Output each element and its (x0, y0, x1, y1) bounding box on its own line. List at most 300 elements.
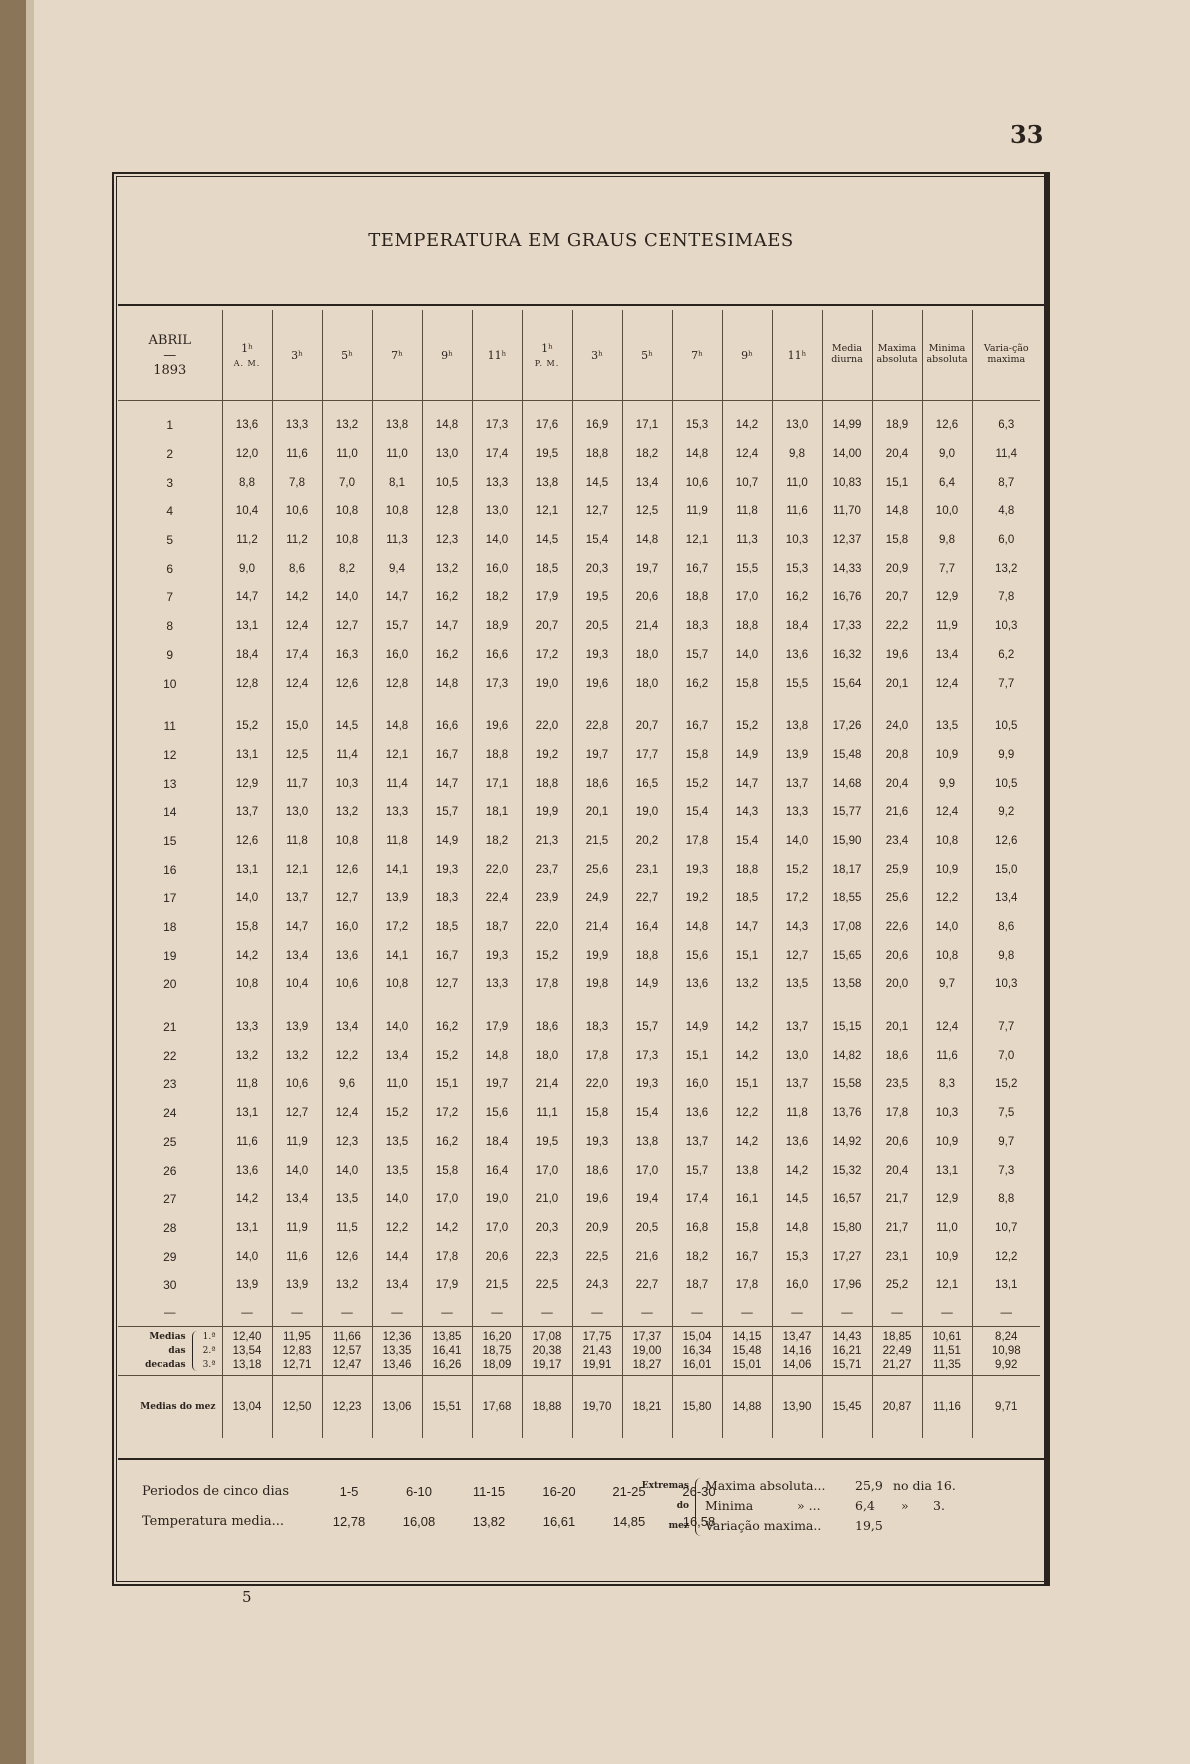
value-cell: 17,4 (672, 1185, 722, 1214)
value-cell: 17,8 (672, 827, 722, 856)
period-range: 26-30 (682, 1483, 716, 1499)
value-cell: 12,7 (422, 970, 472, 999)
value-cell: 10,8 (372, 497, 422, 526)
value-cell: 22,7 (622, 884, 672, 913)
value-cell: 19,7 (622, 554, 672, 583)
period-mean: 13,82 (472, 1513, 506, 1529)
table-row (118, 497, 1040, 526)
value-cell: 8,1 (372, 468, 422, 497)
value-cell: 11,4 (372, 769, 422, 798)
value-cell: 10,9 (922, 1242, 972, 1271)
period-mean: 16,08 (402, 1513, 436, 1529)
value-cell: 15,7 (422, 798, 472, 827)
value-cell: 8,2 (322, 554, 372, 583)
value-cell: 19,6 (572, 1185, 622, 1214)
day-cell: 7 (166, 590, 174, 605)
value-cell: 7,8 (972, 583, 1040, 612)
day-cell: 18 (163, 920, 177, 935)
dash-cell: — (572, 1300, 622, 1327)
value-cell: 12,7 (772, 941, 822, 970)
value-cell: 12,37 (822, 526, 872, 555)
value-cell: 14,0 (372, 1013, 422, 1042)
table-row (118, 769, 1040, 798)
decade-mean-cell: 18,85 22,49 21,27 (872, 1326, 922, 1375)
value-cell: 12,8 (372, 669, 422, 698)
value-cell: 19,0 (622, 798, 672, 827)
value-cell: 17,2 (422, 1099, 472, 1128)
value-cell: 13,1 (222, 855, 272, 884)
value-cell: 16,0 (772, 1271, 822, 1300)
value-cell: 10,5 (972, 712, 1040, 741)
value-cell: 18,6 (872, 1041, 922, 1070)
value-cell: 15,1 (722, 1070, 772, 1099)
value-cell: 14,00 (822, 440, 872, 469)
value-cell: 12,6 (922, 411, 972, 440)
value-cell: 10,8 (372, 970, 422, 999)
dash-cell: — (422, 1300, 472, 1327)
value-cell: 12,7 (272, 1099, 322, 1128)
value-cell: 13,2 (972, 554, 1040, 583)
value-cell: 11,9 (922, 612, 972, 641)
value-cell: 13,6 (222, 1156, 272, 1185)
value-cell: 15,2 (372, 1099, 422, 1128)
value-cell: 13,8 (622, 1128, 672, 1157)
value-cell: 20,7 (522, 612, 572, 641)
value-cell: 17,0 (722, 583, 772, 612)
value-cell: 22,7 (622, 1271, 672, 1300)
value-cell: 20,4 (872, 1156, 922, 1185)
value-cell: 13,9 (222, 1271, 272, 1300)
value-cell: 13,2 (272, 1041, 322, 1070)
value-cell: 15,3 (772, 1242, 822, 1271)
value-cell: 15,6 (472, 1099, 522, 1128)
value-cell: 14,0 (722, 641, 772, 670)
value-cell: 13,8 (372, 411, 422, 440)
value-cell: 12,4 (922, 1013, 972, 1042)
value-cell: 13,5 (772, 970, 822, 999)
value-cell: 19,0 (472, 1185, 522, 1214)
value-cell: 13,5 (372, 1128, 422, 1157)
value-cell: 22,0 (522, 913, 572, 942)
value-cell: 15,7 (672, 641, 722, 670)
table-row (118, 1271, 1040, 1300)
period-mean: 16,61 (542, 1513, 576, 1529)
period-range: 11-15 (472, 1483, 506, 1499)
value-cell: 15,5 (772, 669, 822, 698)
value-cell: 8,3 (922, 1070, 972, 1099)
day-cell: 12 (163, 747, 177, 762)
day-cell: 9 (166, 647, 174, 662)
value-cell: 20,9 (572, 1214, 622, 1243)
value-cell: 17,8 (872, 1099, 922, 1128)
table-row (118, 641, 1040, 670)
value-cell: 13,8 (722, 1156, 772, 1185)
value-cell: 19,5 (522, 440, 572, 469)
value-cell: 4,8 (972, 497, 1040, 526)
value-cell: 13,1 (222, 741, 272, 770)
value-cell: 22,8 (572, 712, 622, 741)
month-means-label: Medias do mez (118, 1375, 222, 1438)
value-cell: 21,5 (572, 827, 622, 856)
value-cell: 11,7 (272, 769, 322, 798)
value-cell: 12,9 (222, 769, 272, 798)
value-cell: 18,6 (572, 1156, 622, 1185)
value-cell: 14,2 (222, 1185, 272, 1214)
value-cell: 13,2 (222, 1041, 272, 1070)
value-cell: 14,8 (622, 526, 672, 555)
day-cell: 17 (163, 891, 177, 906)
value-cell: 15,2 (772, 855, 822, 884)
value-cell: 20,5 (572, 612, 622, 641)
value-cell: 14,8 (472, 1041, 522, 1070)
day-cell: 26 (163, 1163, 177, 1178)
dash-cell: — (922, 1300, 972, 1327)
value-cell: 25,9 (872, 855, 922, 884)
value-cell: 13,0 (772, 411, 822, 440)
value-cell: 6,2 (972, 641, 1040, 670)
value-cell: 25,2 (872, 1271, 922, 1300)
value-cell: 13,6 (672, 1099, 722, 1128)
value-cell: 16,5 (622, 769, 672, 798)
value-cell: 12,7 (322, 612, 372, 641)
header-gap (118, 401, 1040, 412)
value-cell: 17,96 (822, 1271, 872, 1300)
value-cell: 16,1 (722, 1185, 772, 1214)
value-cell: 23,1 (622, 855, 672, 884)
value-cell: 13,0 (422, 440, 472, 469)
value-cell: 19,3 (572, 1128, 622, 1157)
month-year-header (118, 310, 222, 401)
value-cell: 13,5 (322, 1185, 372, 1214)
table-row (118, 1070, 1040, 1099)
value-cell: 16,2 (422, 1013, 472, 1042)
value-cell: 12,5 (622, 497, 672, 526)
value-cell: 12,6 (972, 827, 1040, 856)
value-cell: 19,3 (572, 641, 622, 670)
value-cell: 17,2 (772, 884, 822, 913)
value-cell: 18,3 (672, 612, 722, 641)
value-cell: 13,6 (672, 970, 722, 999)
value-cell: 20,5 (622, 1214, 672, 1243)
value-cell: 13,3 (472, 970, 522, 999)
table-row (118, 798, 1040, 827)
month-mean-cell: 13,04 (222, 1375, 272, 1438)
month-means-row (118, 1375, 1040, 1438)
value-cell: 11,70 (822, 497, 872, 526)
hour-header: 3ʰ (272, 310, 322, 401)
value-cell: 16,4 (472, 1156, 522, 1185)
value-cell: 13,7 (672, 1128, 722, 1157)
value-cell: 19,5 (522, 1128, 572, 1157)
value-cell: 11,0 (922, 1214, 972, 1243)
value-cell: 19,3 (422, 855, 472, 884)
value-cell: 10,9 (922, 1128, 972, 1157)
decade-means-row (118, 1326, 1040, 1375)
value-cell: 10,6 (272, 1070, 322, 1099)
value-cell: 10,83 (822, 468, 872, 497)
value-cell: 11,5 (322, 1214, 372, 1243)
value-cell: 15,8 (422, 1156, 472, 1185)
value-cell: 13,9 (372, 884, 422, 913)
value-cell: 15,1 (672, 1041, 722, 1070)
value-cell: 14,0 (472, 526, 522, 555)
value-cell: 21,5 (472, 1271, 522, 1300)
value-cell: 15,8 (872, 526, 922, 555)
bottom-rule (118, 1458, 1044, 1460)
value-cell: 16,0 (472, 554, 522, 583)
value-cell: 14,7 (422, 769, 472, 798)
value-cell: 17,1 (622, 411, 672, 440)
value-cell: 7,5 (972, 1099, 1040, 1128)
hour-header: 9ʰ (722, 310, 772, 401)
value-cell: 11,0 (772, 468, 822, 497)
value-cell: 8,6 (972, 913, 1040, 942)
table-row (118, 1041, 1040, 1070)
value-cell: 18,17 (822, 855, 872, 884)
value-cell: 10,8 (922, 941, 972, 970)
period-mean: 14,85 (612, 1513, 646, 1529)
value-cell: 18,8 (722, 612, 772, 641)
value-cell: 15,65 (822, 941, 872, 970)
value-cell: 16,9 (572, 411, 622, 440)
table-row (118, 712, 1040, 741)
value-cell: 18,2 (472, 827, 522, 856)
table-row (118, 941, 1040, 970)
value-cell: 18,0 (622, 641, 672, 670)
value-cell: 13,0 (272, 798, 322, 827)
value-cell: 13,7 (772, 769, 822, 798)
decade-mean-cell: 17,08 20,38 19,17 (522, 1326, 572, 1375)
value-cell: 11,6 (272, 440, 322, 469)
table-row (118, 583, 1040, 612)
value-cell: 19,2 (522, 741, 572, 770)
day-cell: 28 (163, 1220, 177, 1235)
value-cell: 20,6 (472, 1242, 522, 1271)
value-cell: 17,1 (472, 769, 522, 798)
value-cell: 22,3 (522, 1242, 572, 1271)
period-mean-label: Temperatura media... (142, 1513, 285, 1529)
month-mean-cell: 12,50 (272, 1375, 322, 1438)
day-cell: 25 (163, 1134, 177, 1149)
value-cell: 15,0 (972, 855, 1040, 884)
value-cell: 9,7 (922, 970, 972, 999)
table-row (118, 1099, 1040, 1128)
value-cell: 18,7 (472, 913, 522, 942)
value-cell: 14,8 (422, 411, 472, 440)
value-cell: 19,6 (572, 669, 622, 698)
value-cell: 13,4 (272, 1185, 322, 1214)
value-cell: 16,2 (772, 583, 822, 612)
value-cell: 12,1 (272, 855, 322, 884)
hour-header: 5ʰ (322, 310, 372, 401)
value-cell: 20,1 (572, 798, 622, 827)
value-cell: 20,3 (572, 554, 622, 583)
value-cell: 15,64 (822, 669, 872, 698)
month-mean-cell: 15,51 (422, 1375, 472, 1438)
value-cell: 12,3 (322, 1128, 372, 1157)
value-cell: 11,9 (272, 1128, 322, 1157)
value-cell: 24,0 (872, 712, 922, 741)
value-cell: 15,2 (672, 769, 722, 798)
decade-mean-cell: 15,04 16,34 16,01 (672, 1326, 722, 1375)
value-cell: 21,6 (622, 1242, 672, 1271)
value-cell: 12,1 (522, 497, 572, 526)
day-cell: 3 (166, 475, 174, 490)
value-cell: 22,6 (872, 913, 922, 942)
value-cell: 13,76 (822, 1099, 872, 1128)
value-cell: 14,2 (222, 941, 272, 970)
decade-mean-cell: 17,37 19,00 18,27 (622, 1326, 672, 1375)
value-cell: 16,7 (422, 941, 472, 970)
value-cell: 13,8 (772, 712, 822, 741)
value-cell: 23,5 (872, 1070, 922, 1099)
value-cell: 18,2 (672, 1242, 722, 1271)
value-cell: 17,3 (472, 411, 522, 440)
value-cell: 14,8 (672, 440, 722, 469)
day-cell: 16 (163, 862, 177, 877)
value-cell: 18,55 (822, 884, 872, 913)
value-cell: 14,0 (322, 1156, 372, 1185)
value-cell: 15,2 (722, 712, 772, 741)
period-range: 21-25 (612, 1483, 646, 1499)
value-cell: 13,1 (222, 1214, 272, 1243)
book-binding (0, 0, 26, 1764)
value-cell: 23,9 (522, 884, 572, 913)
value-cell: 13,5 (372, 1156, 422, 1185)
value-cell: 18,6 (522, 1013, 572, 1042)
value-cell: 20,7 (622, 712, 672, 741)
period-range: 6-10 (405, 1483, 433, 1499)
value-cell: 19,6 (872, 641, 922, 670)
value-cell: 14,2 (722, 1041, 772, 1070)
page-number: 33 (1010, 120, 1044, 149)
value-cell: 11,8 (222, 1070, 272, 1099)
value-cell: 14,0 (922, 913, 972, 942)
hour-header: 1ʰ P. M. (522, 310, 572, 401)
value-cell: 10,3 (972, 612, 1040, 641)
value-cell: 18,8 (522, 769, 572, 798)
value-cell: 18,9 (472, 612, 522, 641)
value-cell: 7,7 (972, 1013, 1040, 1042)
value-cell: 14,7 (422, 612, 472, 641)
dash-cell: — (322, 1300, 372, 1327)
period-mean: 16,58 (682, 1513, 716, 1529)
value-cell: 12,4 (272, 612, 322, 641)
value-cell: 12,2 (922, 884, 972, 913)
value-cell: 21,6 (872, 798, 922, 827)
dash-cell: — (164, 1306, 176, 1319)
value-cell: 15,4 (722, 827, 772, 856)
value-cell: 13,2 (422, 554, 472, 583)
dash-cell: — (272, 1300, 322, 1327)
value-cell: 21,3 (522, 827, 572, 856)
value-cell: 14,82 (822, 1041, 872, 1070)
value-cell: 17,0 (622, 1156, 672, 1185)
day-cell: 19 (163, 948, 177, 963)
value-cell: 17,4 (472, 440, 522, 469)
value-cell: 18,8 (472, 741, 522, 770)
value-cell: 11,0 (372, 440, 422, 469)
value-cell: 19,0 (522, 669, 572, 698)
value-cell: 19,8 (572, 970, 622, 999)
value-cell: 8,6 (272, 554, 322, 583)
value-cell: 14,2 (722, 1013, 772, 1042)
value-cell: 13,1 (972, 1271, 1040, 1300)
value-cell: 17,26 (822, 712, 872, 741)
value-cell: 16,8 (672, 1214, 722, 1243)
day-cell: 15 (163, 833, 177, 848)
value-cell: 14,0 (322, 583, 372, 612)
table-row (118, 411, 1040, 440)
value-cell: 10,3 (972, 970, 1040, 999)
value-cell: 15,4 (622, 1099, 672, 1128)
periods-label: Periodos de cinco dias (142, 1483, 290, 1499)
value-cell: 19,6 (472, 712, 522, 741)
table-row (118, 741, 1040, 770)
dash-cell: — (472, 1300, 522, 1327)
value-cell: 10,9 (922, 855, 972, 884)
table-row (118, 1214, 1040, 1243)
value-cell: 6,0 (972, 526, 1040, 555)
value-cell: 17,9 (522, 583, 572, 612)
value-cell: 9,2 (972, 798, 1040, 827)
value-cell: 12,5 (272, 741, 322, 770)
value-cell: 14,2 (722, 411, 772, 440)
day-cell: 14 (163, 805, 177, 820)
value-cell: 13,2 (322, 411, 372, 440)
value-cell: 13,3 (472, 468, 522, 497)
value-cell: 17,8 (422, 1242, 472, 1271)
value-cell: 14,8 (422, 669, 472, 698)
value-cell: 14,5 (772, 1185, 822, 1214)
value-cell: 15,2 (222, 712, 272, 741)
dash-cell: — (372, 1300, 422, 1327)
month-mean-cell: 17,68 (472, 1375, 522, 1438)
table-row (118, 468, 1040, 497)
value-cell: 11,8 (372, 827, 422, 856)
value-cell: 8,7 (972, 468, 1040, 497)
value-cell: 14,2 (722, 1128, 772, 1157)
value-cell: 10,9 (922, 741, 972, 770)
table-row (118, 669, 1040, 698)
period-range: 1-5 (339, 1483, 359, 1499)
value-cell: 12,1 (672, 526, 722, 555)
table-row (118, 913, 1040, 942)
value-cell: 6,4 (922, 468, 972, 497)
value-cell: 14,0 (772, 827, 822, 856)
value-cell: 16,2 (422, 583, 472, 612)
value-cell: 19,3 (472, 941, 522, 970)
value-cell: 13,3 (772, 798, 822, 827)
month-mean-cell: 12,23 (322, 1375, 372, 1438)
day-cell: 10 (163, 676, 177, 691)
value-cell: 13,4 (272, 941, 322, 970)
value-cell: 9,8 (772, 440, 822, 469)
temperature-table (118, 310, 1040, 1438)
value-cell: 15,5 (722, 554, 772, 583)
day-cell: 6 (166, 561, 174, 576)
hour-header: 11ʰ (472, 310, 522, 401)
value-cell: 16,6 (422, 712, 472, 741)
value-cell: 14,2 (272, 583, 322, 612)
value-cell: 8,8 (222, 468, 272, 497)
value-cell: 13,2 (322, 798, 372, 827)
value-cell: 15,8 (572, 1099, 622, 1128)
value-cell: 12,6 (222, 827, 272, 856)
extreme-max-row: Maxima absoluta... 25,9 no dia 16. (705, 1476, 1005, 1496)
value-cell: 12,9 (922, 583, 972, 612)
value-cell: 15,15 (822, 1013, 872, 1042)
